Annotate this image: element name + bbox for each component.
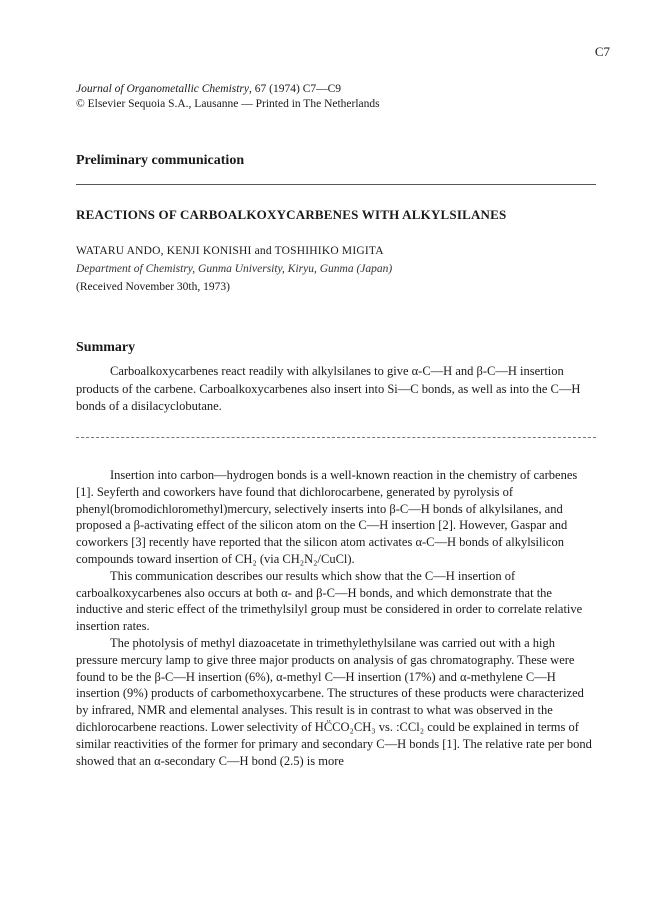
author-list: WATARU ANDO, KENJI KONISHI and TOSHIHIKO MIGITA bbox=[76, 245, 384, 257]
journal-volume: , 67 (1974) C7—C9 bbox=[249, 83, 342, 95]
section-heading: Preliminary communication bbox=[76, 153, 245, 168]
top-rule bbox=[76, 184, 596, 185]
article-body bbox=[76, 467, 596, 769]
body-paragraph-2: This communication describes our results which show that the C—H insertion of carboalkoxycarbenes also occurs at both α- and β-C—H bonds, and which demonstrate that the inductive and steric effect of the trimethylsilyl group must be considered in order to correlate relative insertion rates. bbox=[76, 568, 583, 634]
received-date: (Received November 30th, 1973) bbox=[76, 281, 230, 293]
journal-name: Journal of Organometallic Chemistry bbox=[76, 83, 250, 95]
journal-header bbox=[76, 82, 380, 112]
summary-heading: Summary bbox=[76, 340, 136, 355]
publisher-line: © Elsevier Sequoia S.A., Lausanne — Printed in The Netherlands bbox=[76, 98, 380, 110]
body-paragraph-1: Insertion into carbon—hydrogen bonds is a well-known reaction in the chemistry of carbenes [1]. Seyferth and coworkers have found that dichlorocarbene, generated by pyrolysis of phenyl(bromodichloromethyl)mercury, selectively inserts into β-C—H bonds of alkylsilanes, and proposed a β-activating effect of the silicon atom on the C—H insertion [2]. However, Gaspar and coworkers [3] recently have reported that the silicon atom activates α-C—H bonds of alkylsilicon compounds toward insertion of CH₂ (via CH₂N₂/CuCl). bbox=[76, 468, 578, 566]
affiliation: Department of Chemistry, Gunma University, Kiryu, Gunma (Japan) bbox=[76, 263, 393, 275]
body-paragraph-3: The photolysis of methyl diazoacetate in trimethylethylsilane was carried out with a high pressure mercury lamp to give three major products on analysis of gas chromatography. These were found to be the β-C—H insertion (6%), α-methyl C—H insertion (17%) and α-methylene C—H insertion (9%) products of carbomethoxycarbene. The structures of these products were characterized by infrared, NMR and elemental analyses. This result is in contrast to what was observed in the dichlorocarbene reactions. Lower selectivity of HC̈CO₂CH₃ vs. :CCl₂ could be explained in terms of similar reactivities of the former for primary and secondary C—H bonds [1]. The relative rate per bond showed that an α-secondary C—H bond (2.5) is more bbox=[76, 635, 592, 768]
summary-block bbox=[76, 363, 596, 416]
journal-citation bbox=[76, 82, 380, 97]
summary-rule bbox=[76, 437, 596, 438]
article-title: REACTIONS OF CARBOALKOXYCARBENES WITH ALKYLSILANES bbox=[76, 207, 507, 222]
page-number: C7 bbox=[594, 44, 610, 59]
summary-text: Carboalkoxycarbenes react readily with alkylsilanes to give α-C—H and β-C—H insertion products of the carbene. Carboalkoxycarbenes also insert into Si—C bonds, as well as into the C—H bonds of a disilacyclobutane. bbox=[76, 364, 581, 413]
